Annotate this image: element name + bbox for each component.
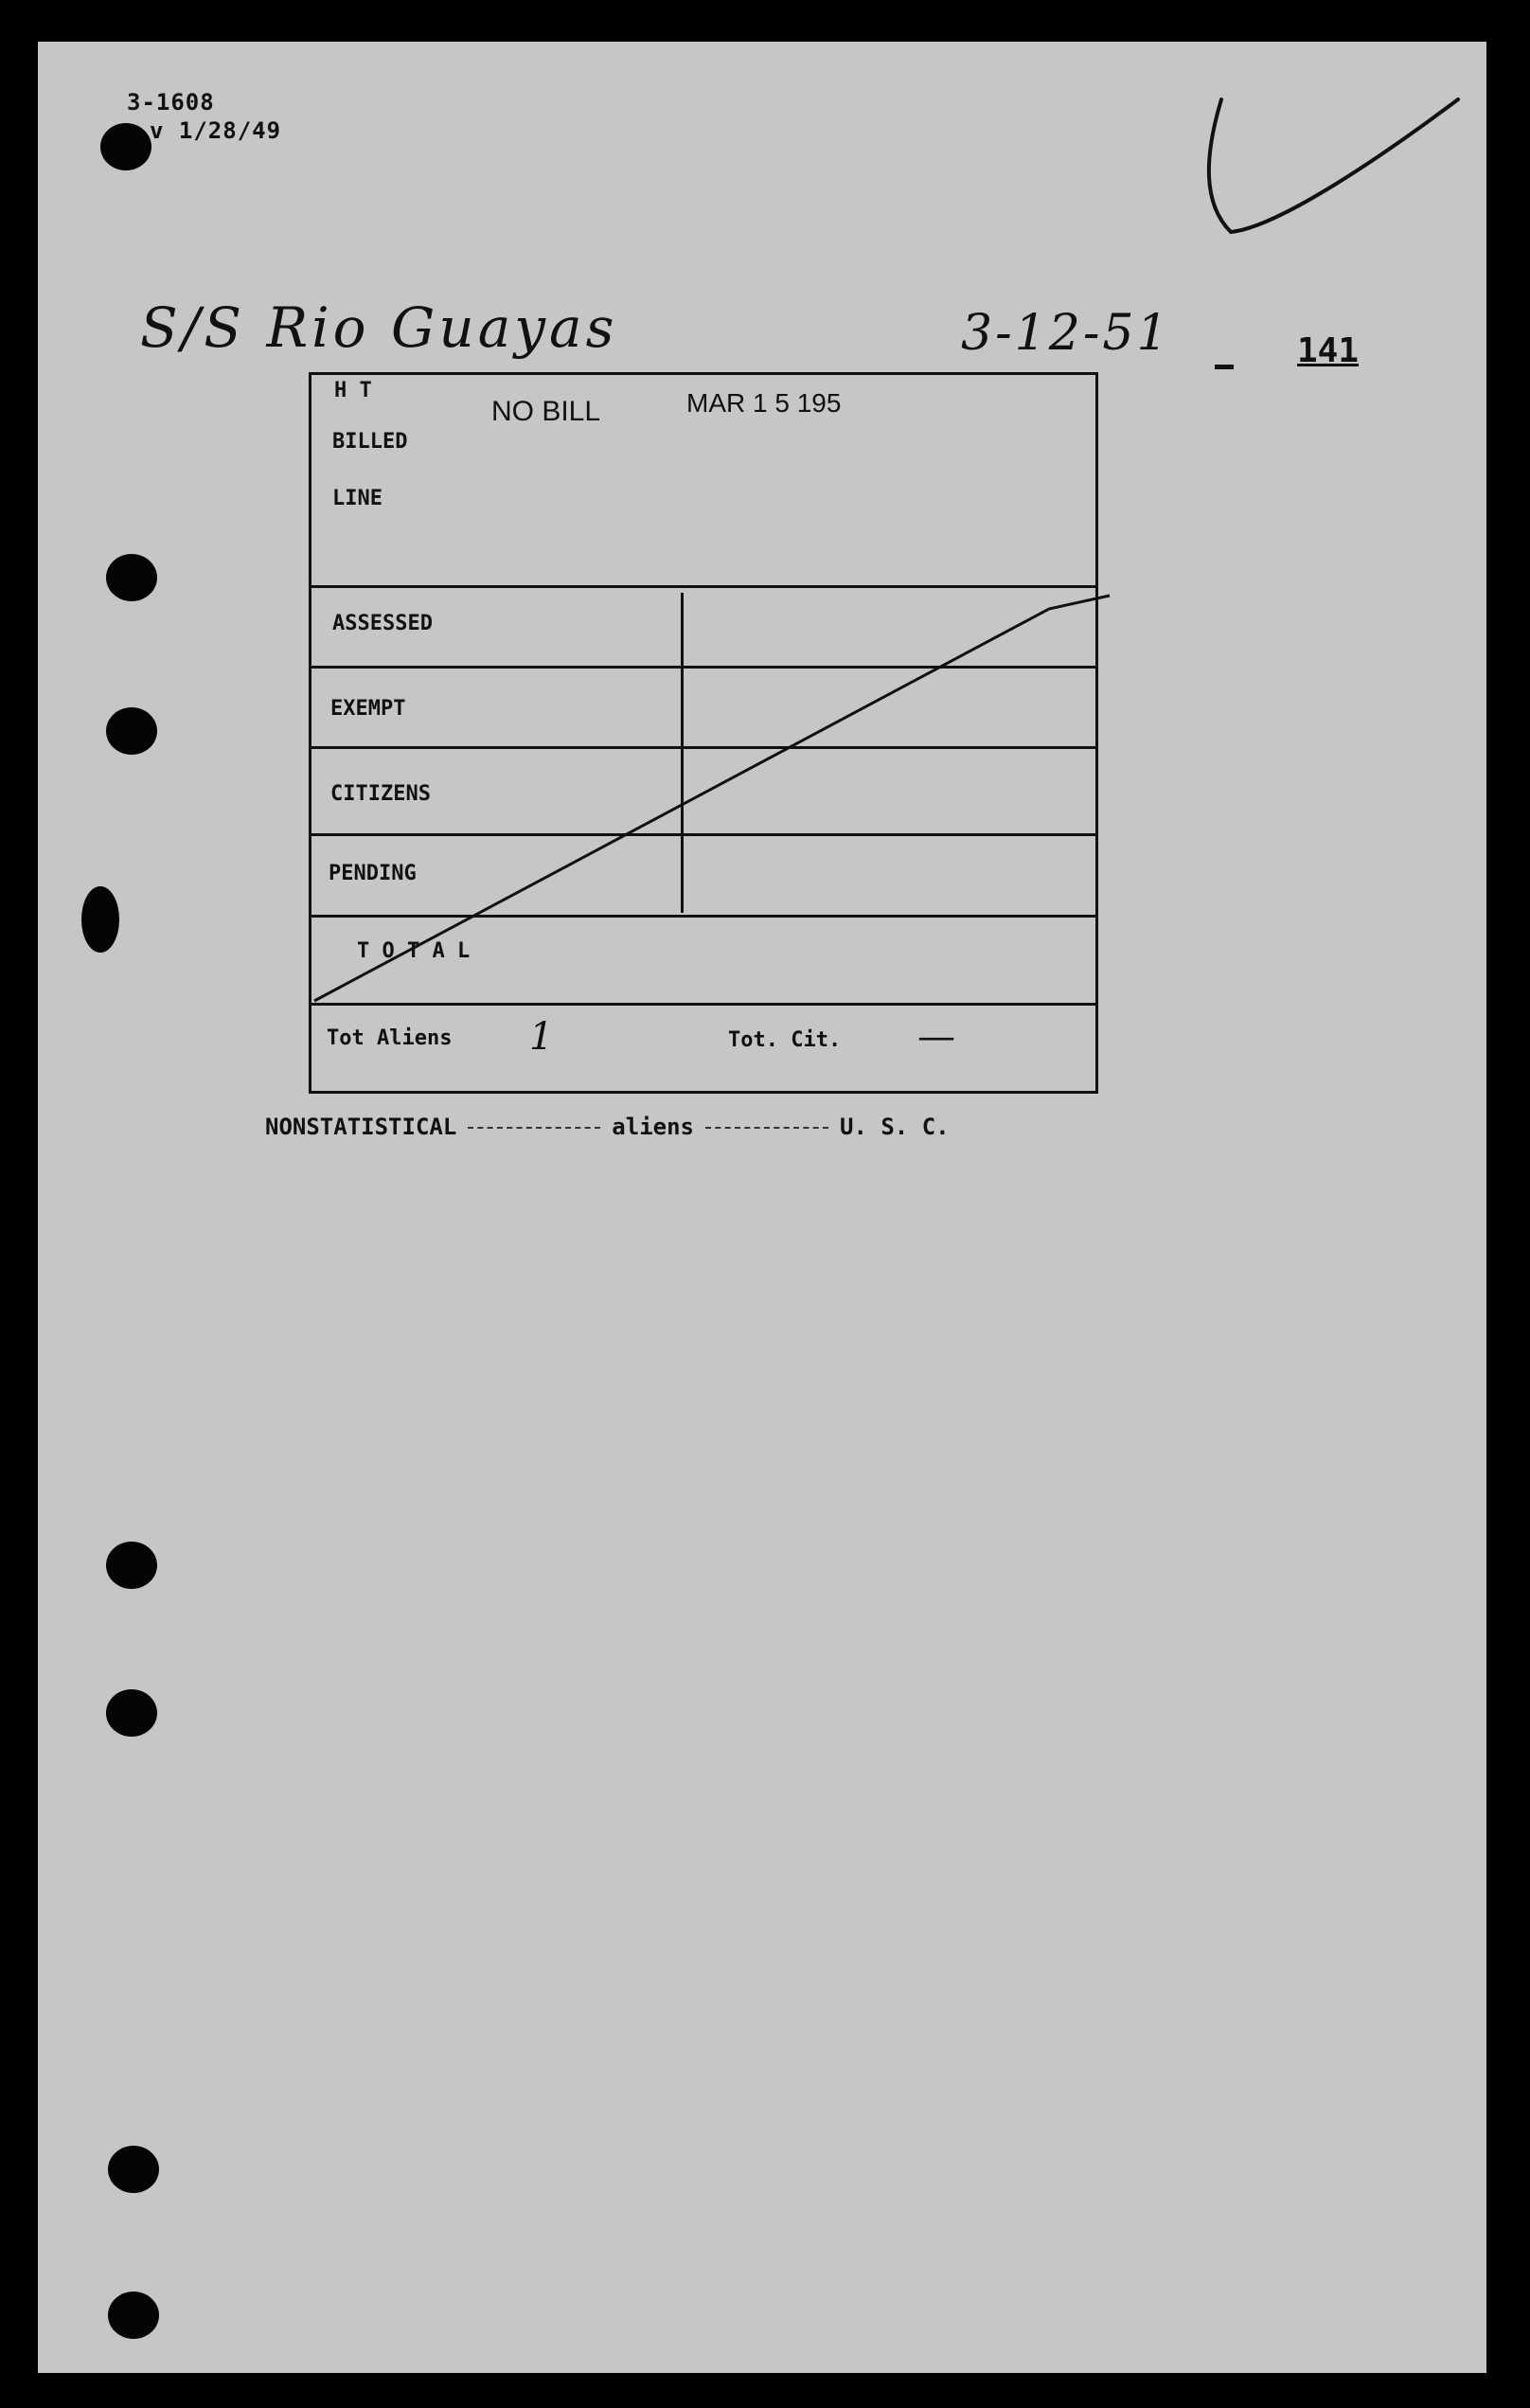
rule (311, 585, 1095, 588)
label-billed: BILLED (332, 430, 408, 454)
punch-hole (106, 1689, 157, 1737)
label-total: T O T A L (357, 939, 471, 963)
blank-field (468, 1127, 600, 1129)
label-tot-aliens: Tot Aliens (327, 1026, 453, 1050)
tot-aliens-value: 1 (529, 1015, 554, 1059)
check-mark-icon (1193, 90, 1477, 251)
label-assessed: ASSESSED (332, 612, 433, 635)
label-exempt: EXEMPT (330, 697, 406, 721)
cancel-line (312, 592, 1112, 1008)
punch-hole (81, 886, 119, 953)
label-nonstatistical: NONSTATISTICAL (265, 1114, 457, 1140)
label-pending: PENDING (329, 862, 417, 885)
tot-cit-value: — (917, 1015, 955, 1059)
dash-mark (1215, 365, 1234, 369)
label-line: LINE (332, 487, 382, 510)
received-date-stamp: MAR 1 5 195 (686, 388, 842, 418)
nonstatistical-line (265, 1114, 950, 1140)
handwritten-date: 3-12-51 (961, 305, 1171, 362)
punch-hole (106, 707, 157, 755)
punch-hole (106, 554, 157, 601)
form-revision: v 1/28/49 (150, 117, 282, 144)
punch-hole (108, 2292, 159, 2339)
punch-hole (106, 1542, 157, 1589)
label-citizens: CITIZENS (330, 782, 431, 806)
page-number: 141 (1297, 331, 1360, 370)
label-usc: U. S. C. (840, 1114, 950, 1140)
form-number-block (127, 88, 281, 145)
label-aliens: aliens (612, 1114, 694, 1140)
label-ht: H T (334, 379, 372, 402)
no-bill-stamp: NO BILL (491, 396, 601, 427)
punch-hole (108, 2146, 159, 2193)
blank-field (705, 1127, 828, 1129)
label-tot-cit: Tot. Cit. (728, 1028, 842, 1052)
form-number: 3-1608 (127, 89, 215, 116)
ship-name: S/S Rio Guayas (140, 295, 618, 360)
